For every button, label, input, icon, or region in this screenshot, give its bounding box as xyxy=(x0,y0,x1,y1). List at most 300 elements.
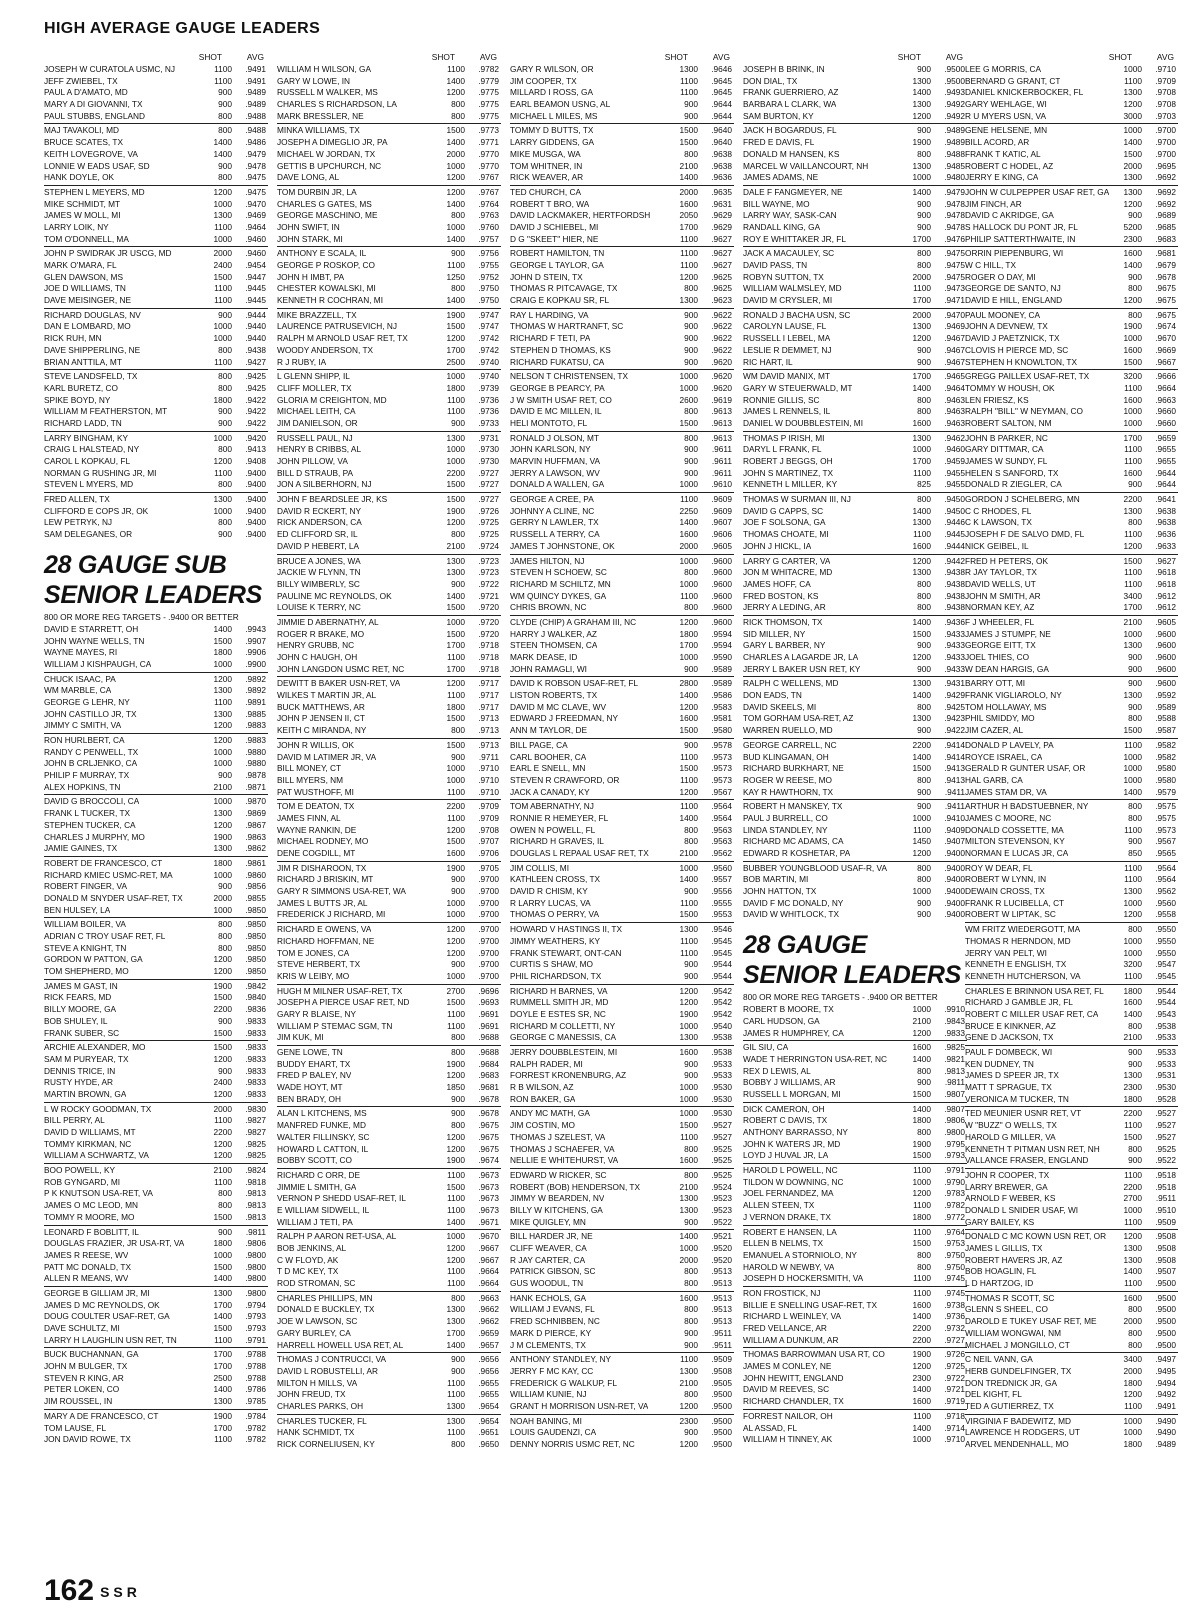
shooter-name: ARVEL MENDENHALL, MO xyxy=(965,1439,1069,1449)
column-header xyxy=(277,52,501,63)
shot-count: 1100 xyxy=(680,87,698,98)
shot-count: 800 xyxy=(1128,1327,1142,1338)
average-value: .9460 xyxy=(245,233,266,244)
leader-row xyxy=(510,272,734,284)
shooter-name: DENNY NORRIS USMC RET, NC xyxy=(510,1439,635,1449)
leader-row xyxy=(965,1316,1178,1328)
shooter-name: CHUCK ISAAC, PA xyxy=(44,673,116,684)
leader-row xyxy=(277,1094,501,1106)
shooter-name: LARRY BINGHAM, KY xyxy=(44,432,129,443)
entry-group xyxy=(743,1003,967,1040)
average-value: .9600 xyxy=(1155,640,1176,651)
shooter-name: GORDON J SCHELBERG, MN xyxy=(965,494,1080,505)
shot-count: 2200 xyxy=(446,467,465,478)
shooter-name: DAVID C AKRIDGE, GA xyxy=(965,210,1054,221)
shooter-name: R JAY TAYLOR, TX xyxy=(965,567,1037,578)
shot-count: 1100 xyxy=(1124,382,1142,393)
leader-row xyxy=(510,161,734,173)
leader-row xyxy=(743,1423,967,1435)
leader-row xyxy=(965,801,1178,813)
shooter-name: JOHN A DEVNEW, TX xyxy=(965,321,1048,332)
shot-count: 1400 xyxy=(446,590,465,601)
entry-group xyxy=(44,672,268,733)
shot-count: 1000 xyxy=(1123,1427,1142,1438)
shooter-name: ADRIAN C TROY USAF RET, FL xyxy=(44,931,166,941)
shot-count: 1100 xyxy=(214,221,232,232)
shooter-name: JOHN P JENSEN II, CT xyxy=(277,713,365,724)
shot-count: 2300 xyxy=(1123,233,1142,244)
shot-count: 1100 xyxy=(680,935,698,946)
shot-count: 900 xyxy=(917,64,931,74)
leader-row xyxy=(44,99,268,111)
leader-row xyxy=(965,579,1178,591)
average-value: .9560 xyxy=(711,862,732,873)
leader-row xyxy=(743,713,967,725)
shot-count: 1100 xyxy=(1124,824,1142,835)
shot-count: 800 xyxy=(684,432,698,443)
shot-count: 800 xyxy=(917,862,931,873)
shot-count: 1000 xyxy=(679,862,698,873)
leader-row xyxy=(277,1427,501,1439)
shooter-name: NOAH BANING, MI xyxy=(510,1415,582,1426)
shot-count: 1600 xyxy=(679,1155,698,1166)
entry-group xyxy=(277,492,501,553)
leader-row xyxy=(510,787,734,799)
average-value: .9450 xyxy=(944,494,965,505)
shot-count: 800 xyxy=(684,602,698,613)
shooter-name: TED CHURCH, CA xyxy=(510,186,581,197)
average-value: .9662 xyxy=(478,1316,499,1327)
shooter-name: FRED BOSTON, KS xyxy=(743,590,819,601)
shooter-name: CLIFFORD E COPS JR, OK xyxy=(44,505,149,516)
leader-row xyxy=(510,1217,734,1229)
leader-row xyxy=(965,740,1178,752)
leader-row xyxy=(277,1021,501,1033)
average-value: .9447 xyxy=(245,271,266,282)
average-value: .9793 xyxy=(245,1323,266,1333)
average-value: .9612 xyxy=(1155,590,1176,601)
average-value: .9726 xyxy=(478,505,499,516)
shot-count: 1100 xyxy=(680,751,698,762)
entry-group xyxy=(44,1286,268,1347)
leader-row xyxy=(44,1139,268,1151)
average-value: .9525 xyxy=(711,1143,732,1154)
average-value: .9492 xyxy=(1155,1389,1176,1400)
average-value: .9530 xyxy=(711,1108,732,1119)
column-header xyxy=(743,52,967,63)
leader-row xyxy=(44,832,268,844)
shooter-name: BOO POWELL, KY xyxy=(44,1165,116,1176)
shooter-name: JOEL THIES, CO xyxy=(965,652,1030,662)
leader-row xyxy=(743,517,967,529)
leader-row xyxy=(743,579,967,591)
leader-row xyxy=(965,1047,1178,1059)
shooter-name: FREDERICK G WALKUP, FL xyxy=(510,1377,617,1388)
shooter-name: DAVID J PAETZNICK, TX xyxy=(965,333,1060,344)
shot-count: 1450 xyxy=(912,836,931,847)
leader-row xyxy=(277,1328,501,1340)
average-value: .9600 xyxy=(711,555,732,566)
shot-count: 1200 xyxy=(213,1088,232,1099)
shot-count: 1100 xyxy=(214,467,232,478)
average-value: .9673 xyxy=(478,1181,499,1192)
entry-group xyxy=(743,1286,967,1347)
average-value: .9770 xyxy=(478,148,499,159)
leader-row xyxy=(510,111,734,123)
shot-count: 1100 xyxy=(214,1115,232,1126)
average-value: .9513 xyxy=(711,1266,732,1277)
leader-row xyxy=(965,1193,1178,1205)
leader-row xyxy=(965,1032,1178,1044)
leader-row xyxy=(44,685,268,697)
average-value: .9750 xyxy=(478,295,499,306)
average-value: .9678 xyxy=(478,1108,499,1119)
leader-row xyxy=(965,321,1178,333)
shooter-name: DAVID G BROCCOLI, CA xyxy=(44,796,140,807)
shooter-name: HENRY GRUBB, NC xyxy=(277,640,355,651)
shooter-name: JIM COSTIN, MO xyxy=(510,1120,575,1131)
leader-row xyxy=(743,272,967,284)
leader-row xyxy=(510,848,734,860)
average-value: .9770 xyxy=(478,160,499,171)
leader-row xyxy=(743,76,967,88)
average-value: .9806 xyxy=(944,1115,965,1126)
average-value: .9473 xyxy=(944,283,965,294)
average-value: .9563 xyxy=(711,824,732,835)
shot-count: 1300 xyxy=(912,432,931,443)
shot-count: 900 xyxy=(451,886,465,897)
shot-count: 900 xyxy=(218,417,232,428)
leader-row xyxy=(743,886,967,898)
entry-group xyxy=(44,308,268,369)
shooter-name: ARCHIE ALEXANDER, MO xyxy=(44,1042,146,1053)
entry-group xyxy=(965,676,1178,737)
shot-count: 1700 xyxy=(213,1361,232,1372)
shot-count: 800 xyxy=(917,406,931,417)
shooter-name: GENE LOWE, TN xyxy=(277,1047,343,1057)
shot-count: 1000 xyxy=(1123,947,1142,958)
average-value: .9555 xyxy=(711,897,732,908)
shot-count: 1500 xyxy=(679,909,698,920)
shot-count: 1500 xyxy=(679,763,698,774)
shot-count: 1100 xyxy=(680,233,698,244)
average-value: .9475 xyxy=(944,248,965,259)
average-value: .9644 xyxy=(1155,479,1176,490)
average-value: .9782 xyxy=(245,1422,266,1433)
shooter-name: DAVID K ROBSON USAF-RET, FL xyxy=(510,678,639,689)
average-value: .9827 xyxy=(245,1127,266,1137)
leader-row xyxy=(44,1373,268,1385)
average-value: .9560 xyxy=(1155,897,1176,908)
shooter-name: RALPH P AARON RET-USA, AL xyxy=(277,1231,397,1242)
shooter-name: FRED VELLANCE, AR xyxy=(743,1323,827,1333)
leader-row xyxy=(277,137,501,149)
shot-count: 1000 xyxy=(213,746,232,757)
average-value: .9625 xyxy=(711,283,732,294)
shooter-name: CLYDE (CHIP) A GRAHAM III, NC xyxy=(510,616,637,627)
shot-count: 1300 xyxy=(912,160,931,171)
average-value: .9490 xyxy=(1155,1415,1176,1426)
shot-count: 900 xyxy=(451,959,465,970)
shot-count: 1200 xyxy=(213,1150,232,1161)
average-value: .9567 xyxy=(1155,836,1176,847)
average-value: .9670 xyxy=(478,1231,499,1242)
leader-row xyxy=(743,1028,967,1040)
average-value: .9524 xyxy=(711,1181,732,1192)
shot-count: 1000 xyxy=(912,1004,931,1015)
shooter-name: DOUG COULTER USAF-RET, GA xyxy=(44,1311,170,1322)
leader-row xyxy=(965,456,1178,468)
leader-row xyxy=(277,1401,501,1413)
shooter-name: EMANUEL A STORNIOLO, NY xyxy=(743,1249,857,1260)
shot-count: 1200 xyxy=(446,924,465,935)
average-value: .9627 xyxy=(711,248,732,259)
leader-row xyxy=(277,848,501,860)
leader-row xyxy=(743,1300,967,1312)
leader-row xyxy=(510,1401,734,1413)
shooter-name: GEORGE L TAYLOR, GA xyxy=(510,260,604,270)
leader-row xyxy=(510,248,734,260)
leader-row xyxy=(743,1077,967,1089)
leader-row xyxy=(510,1155,734,1167)
shooter-name: ARTHUR H BADSTUEBNER, NY xyxy=(965,801,1089,812)
average-value: .9445 xyxy=(944,529,965,540)
shooter-name: RONNIE GILLIS, SC xyxy=(743,394,820,405)
leader-row xyxy=(44,64,268,76)
shooter-name: RUMMELL SMITH JR, MD xyxy=(510,997,609,1008)
leader-row xyxy=(743,357,967,369)
average-value: .9507 xyxy=(1155,1266,1176,1277)
leader-row xyxy=(965,1009,1178,1021)
average-value: .9703 xyxy=(1155,110,1176,121)
shot-count: 1400 xyxy=(213,623,232,634)
shot-count: 1100 xyxy=(447,1020,465,1031)
leader-row xyxy=(277,909,501,921)
average-value: .9906 xyxy=(245,647,266,658)
shooter-name: STEVE A KNIGHT, TN xyxy=(44,942,127,953)
average-value: .9800 xyxy=(245,1261,266,1272)
section-title xyxy=(44,550,268,610)
shot-count: 1300 xyxy=(1123,1070,1142,1081)
shooter-name: WOODY ANDERSON, TX xyxy=(277,344,374,355)
average-value: .9793 xyxy=(944,1150,965,1161)
leader-row xyxy=(44,529,268,541)
shooter-name: WADE HOYT, MT xyxy=(277,1082,343,1093)
leader-row xyxy=(44,310,268,322)
shooter-name: JOSEPH B BRINK, IN xyxy=(743,64,825,74)
shot-count: 800 xyxy=(218,919,232,930)
shooter-name: GORDON W PATTON, GA xyxy=(44,954,143,965)
shooter-name: C K LAWSON, TX xyxy=(965,517,1032,528)
shot-count: 1700 xyxy=(912,456,931,466)
leader-row xyxy=(277,740,501,752)
shot-count: 1000 xyxy=(912,172,931,183)
shot-count: 1200 xyxy=(446,1143,465,1154)
leader-row xyxy=(510,763,734,775)
shooter-name: ARNOLD F WEBER, KS xyxy=(965,1193,1056,1204)
shot-count: 1200 xyxy=(912,333,931,344)
average-value: .9645 xyxy=(711,75,732,86)
leader-row xyxy=(965,1278,1178,1290)
leader-row xyxy=(277,652,501,664)
shot-count: 2700 xyxy=(446,985,465,996)
shot-count: 1000 xyxy=(1123,751,1142,762)
shot-count: 1500 xyxy=(446,1181,465,1192)
shot-count: 800 xyxy=(451,1120,465,1131)
shot-count: 800 xyxy=(684,1316,698,1327)
average-value: .9764 xyxy=(478,198,499,209)
shot-count: 1200 xyxy=(679,1400,698,1411)
shot-count: 900 xyxy=(684,1339,698,1350)
leader-row xyxy=(44,345,268,357)
average-value: .9710 xyxy=(478,774,499,785)
average-value: .9505 xyxy=(711,1377,732,1388)
leader-row xyxy=(44,1250,268,1262)
leader-row xyxy=(44,758,268,770)
leader-row xyxy=(965,87,1178,99)
leader-row xyxy=(44,76,268,88)
leader-row xyxy=(44,709,268,721)
shooter-name: PAULINE MC REYNOLDS, OK xyxy=(277,590,392,601)
average-value: .9460 xyxy=(944,444,965,455)
leader-row xyxy=(44,1434,268,1446)
average-value: .9655 xyxy=(1155,456,1176,466)
shot-count: 800 xyxy=(917,494,931,505)
leader-row xyxy=(510,886,734,898)
shot-count: 1500 xyxy=(912,1088,931,1099)
average-value: .9414 xyxy=(944,751,965,762)
shot-count: 800 xyxy=(1128,517,1142,528)
shooter-name: GETTIS B UPCHURCH, NC xyxy=(277,160,382,171)
leader-row xyxy=(44,210,268,222)
shot-count: 2200 xyxy=(1123,494,1142,505)
average-value: .9644 xyxy=(1155,467,1176,478)
shooter-name: BOBBY SCOTT, CO xyxy=(277,1155,352,1166)
shooter-name: EDWARD W RICKER, SC xyxy=(510,1169,607,1180)
average-value: .9739 xyxy=(478,382,499,393)
shot-count: 1100 xyxy=(214,75,232,86)
shooter-name: WILLIAM P STEMAC SGM, TN xyxy=(277,1020,393,1031)
leader-row xyxy=(965,517,1178,529)
shot-count: 1000 xyxy=(446,444,465,455)
shooter-name: MIKE QUIGLEY, MN xyxy=(510,1216,586,1227)
section-title-line: SENIOR LEADERS xyxy=(743,961,962,990)
entry-group xyxy=(277,1352,501,1413)
shot-count: 1400 xyxy=(1123,1008,1142,1019)
shot-count: 1500 xyxy=(213,635,232,646)
shooter-name: NELSON T CHRISTENSEN, TX xyxy=(510,371,629,382)
leader-row xyxy=(743,801,967,813)
average-value: .9618 xyxy=(1155,578,1176,589)
leader-row xyxy=(510,752,734,764)
entry-group xyxy=(743,676,967,737)
shooter-name: VIRGINIA F BADEWITZ, MD xyxy=(965,1415,1072,1426)
shooter-name: DONALD M HANSEN, KS xyxy=(743,148,840,159)
leader-row xyxy=(277,971,501,983)
leader-row xyxy=(965,371,1178,383)
shot-count: 1300 xyxy=(1123,1243,1142,1253)
average-value: .9550 xyxy=(1155,935,1176,946)
shooter-name: DANIEL W DOUBBLESTEIN, MI xyxy=(743,417,864,428)
shooter-name: MILTON STEVENSON, KY xyxy=(965,836,1065,847)
average-value: .9562 xyxy=(1155,886,1176,897)
leader-row xyxy=(743,87,967,99)
leader-row xyxy=(44,624,268,636)
shooter-name: BUDDY EHART, TX xyxy=(277,1058,351,1069)
shooter-name: MIKE BRAZZELL, TX xyxy=(277,309,357,320)
shooter-name: CRAIG L HALSTEAD, NY xyxy=(44,444,140,455)
shot-count: 1600 xyxy=(912,1396,931,1407)
average-value: .9467 xyxy=(944,333,965,344)
average-value: .9611 xyxy=(711,467,732,478)
shot-count: 1200 xyxy=(213,735,232,745)
shooter-name: ROB GYNGARD, MI xyxy=(44,1176,121,1187)
average-value: .9813 xyxy=(245,1200,266,1211)
leader-row xyxy=(965,444,1178,456)
shooter-name: JOSEPH A PIERCE USAF RET, ND xyxy=(277,997,410,1008)
leader-row xyxy=(510,1231,734,1243)
shot-count: 800 xyxy=(451,1047,465,1057)
average-value: .9594 xyxy=(711,628,732,639)
shooter-name: RICK ANDERSON, CA xyxy=(277,517,362,528)
leader-row xyxy=(44,1200,268,1212)
leader-row xyxy=(510,149,734,161)
average-value: .9400 xyxy=(245,517,266,528)
shot-count: 1500 xyxy=(446,602,465,613)
shot-count: 2000 xyxy=(679,1254,698,1265)
shot-count: 800 xyxy=(917,148,931,159)
average-value: .9708 xyxy=(478,824,499,835)
shooter-name: MANFRED FUNKE, MD xyxy=(277,1120,366,1131)
average-value: .9564 xyxy=(1155,862,1176,873)
shot-count: 1800 xyxy=(1123,1093,1142,1104)
shot-count: 1000 xyxy=(1123,763,1142,774)
shooter-name: TILDON W DOWNING, NC xyxy=(743,1176,844,1187)
entry-group xyxy=(965,984,1178,1045)
shot-count: 1000 xyxy=(446,221,465,232)
shooter-name: STEPHEN TUCKER, CA xyxy=(44,819,136,830)
average-value: .9488 xyxy=(245,125,266,136)
shooter-name: WM MARBLE, CA xyxy=(44,685,112,696)
average-value: .9636 xyxy=(1155,529,1176,540)
shooter-name: GEORGE MASCHINO, ME xyxy=(277,210,378,221)
leader-row xyxy=(44,1004,268,1016)
leader-row xyxy=(965,383,1178,395)
entry-group xyxy=(965,1229,1178,1290)
shot-count: 800 xyxy=(218,444,232,455)
average-value: .9446 xyxy=(944,517,965,528)
leader-row xyxy=(965,924,1178,936)
leader-row xyxy=(965,813,1178,825)
shooter-name: CAROLYN LAUSE, FL xyxy=(743,321,827,332)
shot-count: 900 xyxy=(218,406,232,417)
shooter-name: JIM COOPER, TX xyxy=(510,75,577,86)
average-value: .9821 xyxy=(944,1053,965,1064)
shooter-name: RANDALL KING, GA xyxy=(743,221,821,232)
entry-group xyxy=(510,63,734,123)
average-value: .9427 xyxy=(245,356,266,367)
shooter-name: CURTIS S SHAW, MO xyxy=(510,959,593,970)
shot-count: 800 xyxy=(917,602,931,613)
average-value: .9573 xyxy=(711,751,732,762)
shooter-name: ROBERT C DAVIS, TX xyxy=(743,1115,828,1126)
shot-count: 900 xyxy=(917,1077,931,1088)
shot-count: 1400 xyxy=(679,874,698,885)
average-value: .9408 xyxy=(245,456,266,466)
leader-row xyxy=(965,690,1178,702)
shooter-name: ANN M TAYLOR, DE xyxy=(510,725,587,736)
shooter-name: LOUIS GAUDENZI, CA xyxy=(510,1427,597,1438)
